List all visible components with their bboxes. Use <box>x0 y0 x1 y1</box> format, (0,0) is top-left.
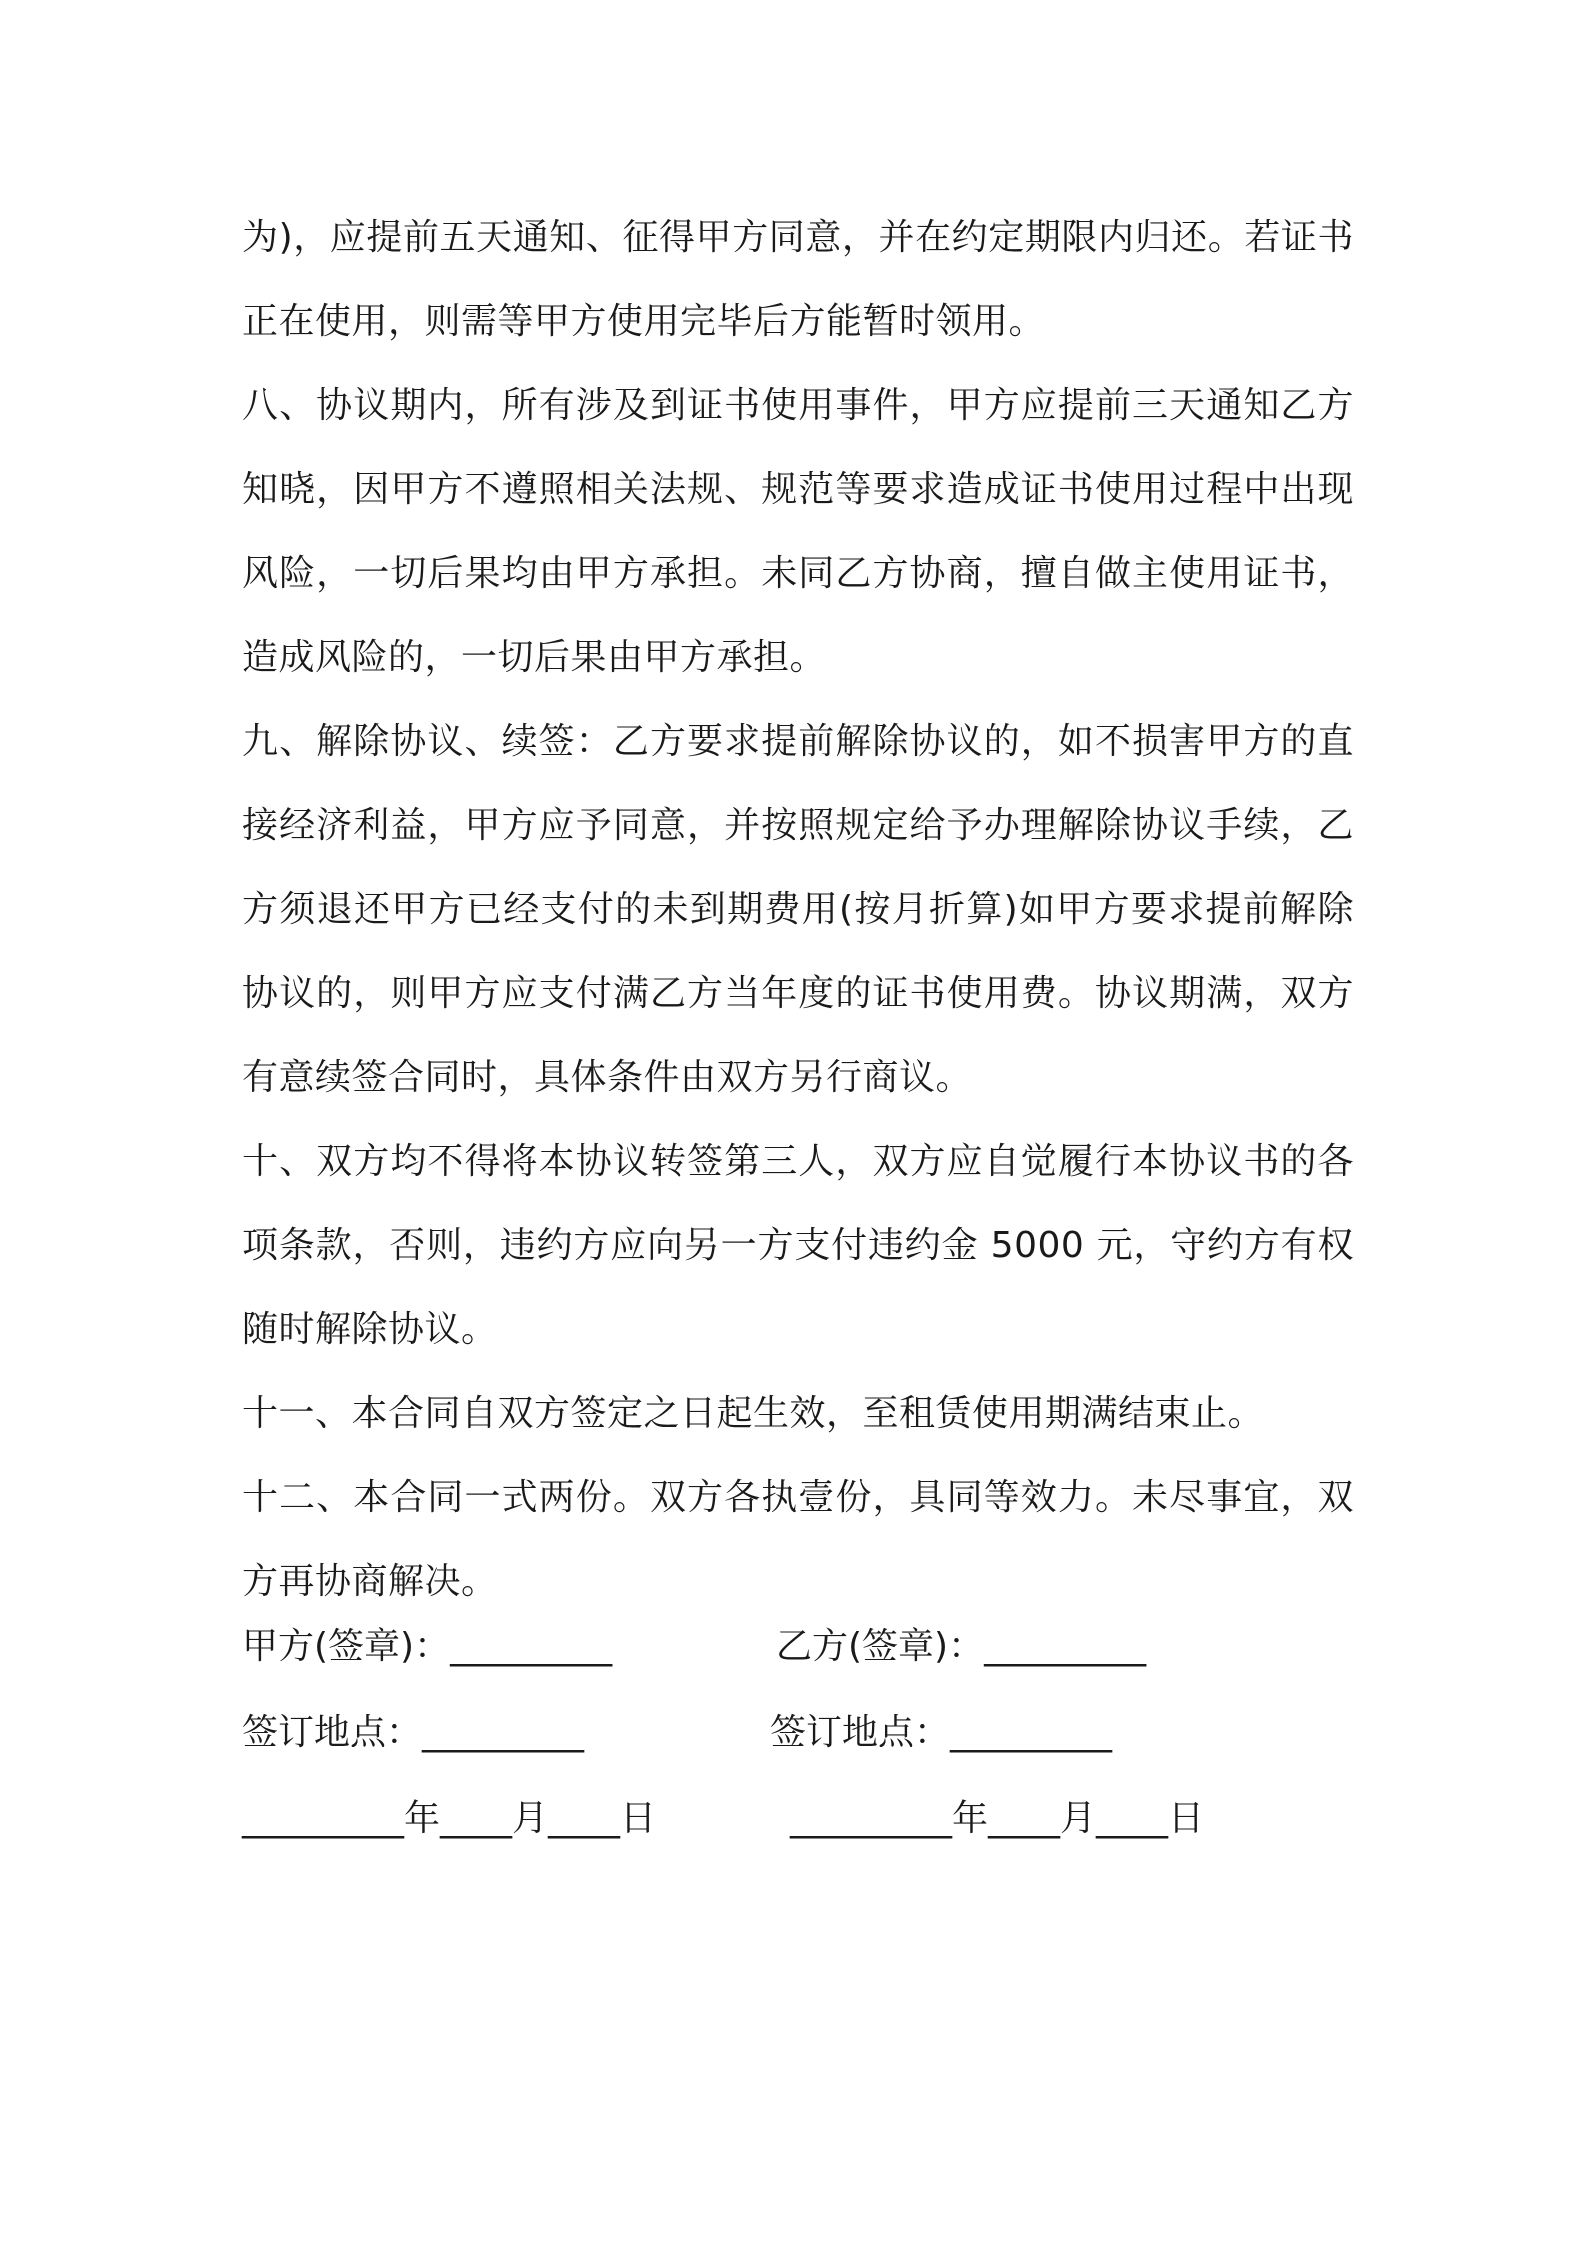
party-b-signing-date: _________年____月____日 <box>790 1798 1204 1839</box>
paragraph-continuation: 为)，应提前五天通知、征得甲方同意，并在约定期限内归还。若证书正在使用，则需等甲方使用完毕后方能暂时领用。 <box>242 217 1354 342</box>
clause-9: 九、解除协议、续签：乙方要求提前解除协议的，如不损害甲方的直接经济利益，甲方应予同意，并按照规定给予办理解除协议手续，乙方须退还甲方已经支付的未到期费用(按月折算)如甲方要求提前解除协议的，则甲方应支付满乙方当年度的证书使用费。协议期满，双方有意续签合同时，具体条件由双方另行商议。 <box>242 721 1354 1098</box>
signing-place-row <box>242 1703 1354 1763</box>
party-b-signing-place: 签订地点：_________ <box>770 1712 1113 1753</box>
party-a-signing-place: 签订地点：_________ <box>242 1712 585 1753</box>
clause-12: 十二、本合同一式两份。双方各执壹份，具同等效力。未尽事宜，双方再协商解决。 <box>242 1477 1354 1602</box>
party-a-signature: 甲方(签章)：_________ <box>242 1626 613 1667</box>
party-b-signature: 乙方(签章)：_________ <box>776 1626 1147 1667</box>
signing-date-row <box>242 1789 1354 1849</box>
contract-body <box>242 196 1354 1624</box>
clause-10: 十、双方均不得将本协议转签第三人，双方应自觉履行本协议书的各项条款，否则，违约方应向另一方支付违约金 5000 元，守约方有权随时解除协议。 <box>242 1141 1354 1350</box>
signature-row <box>242 1617 1354 1677</box>
clause-11: 十一、本合同自双方签定之日起生效，至租赁使用期满结束止。 <box>242 1393 1265 1434</box>
clause-8: 八、协议期内，所有涉及到证书使用事件，甲方应提前三天通知乙方知晓，因甲方不遵照相关法规、规范等要求造成证书使用过程中出现风险，一切后果均由甲方承担。未同乙方协商，擅自做主使用证书，造成风险的，一切后果由甲方承担。 <box>242 385 1354 678</box>
party-a-signing-date: _________年____月____日 <box>242 1798 656 1839</box>
